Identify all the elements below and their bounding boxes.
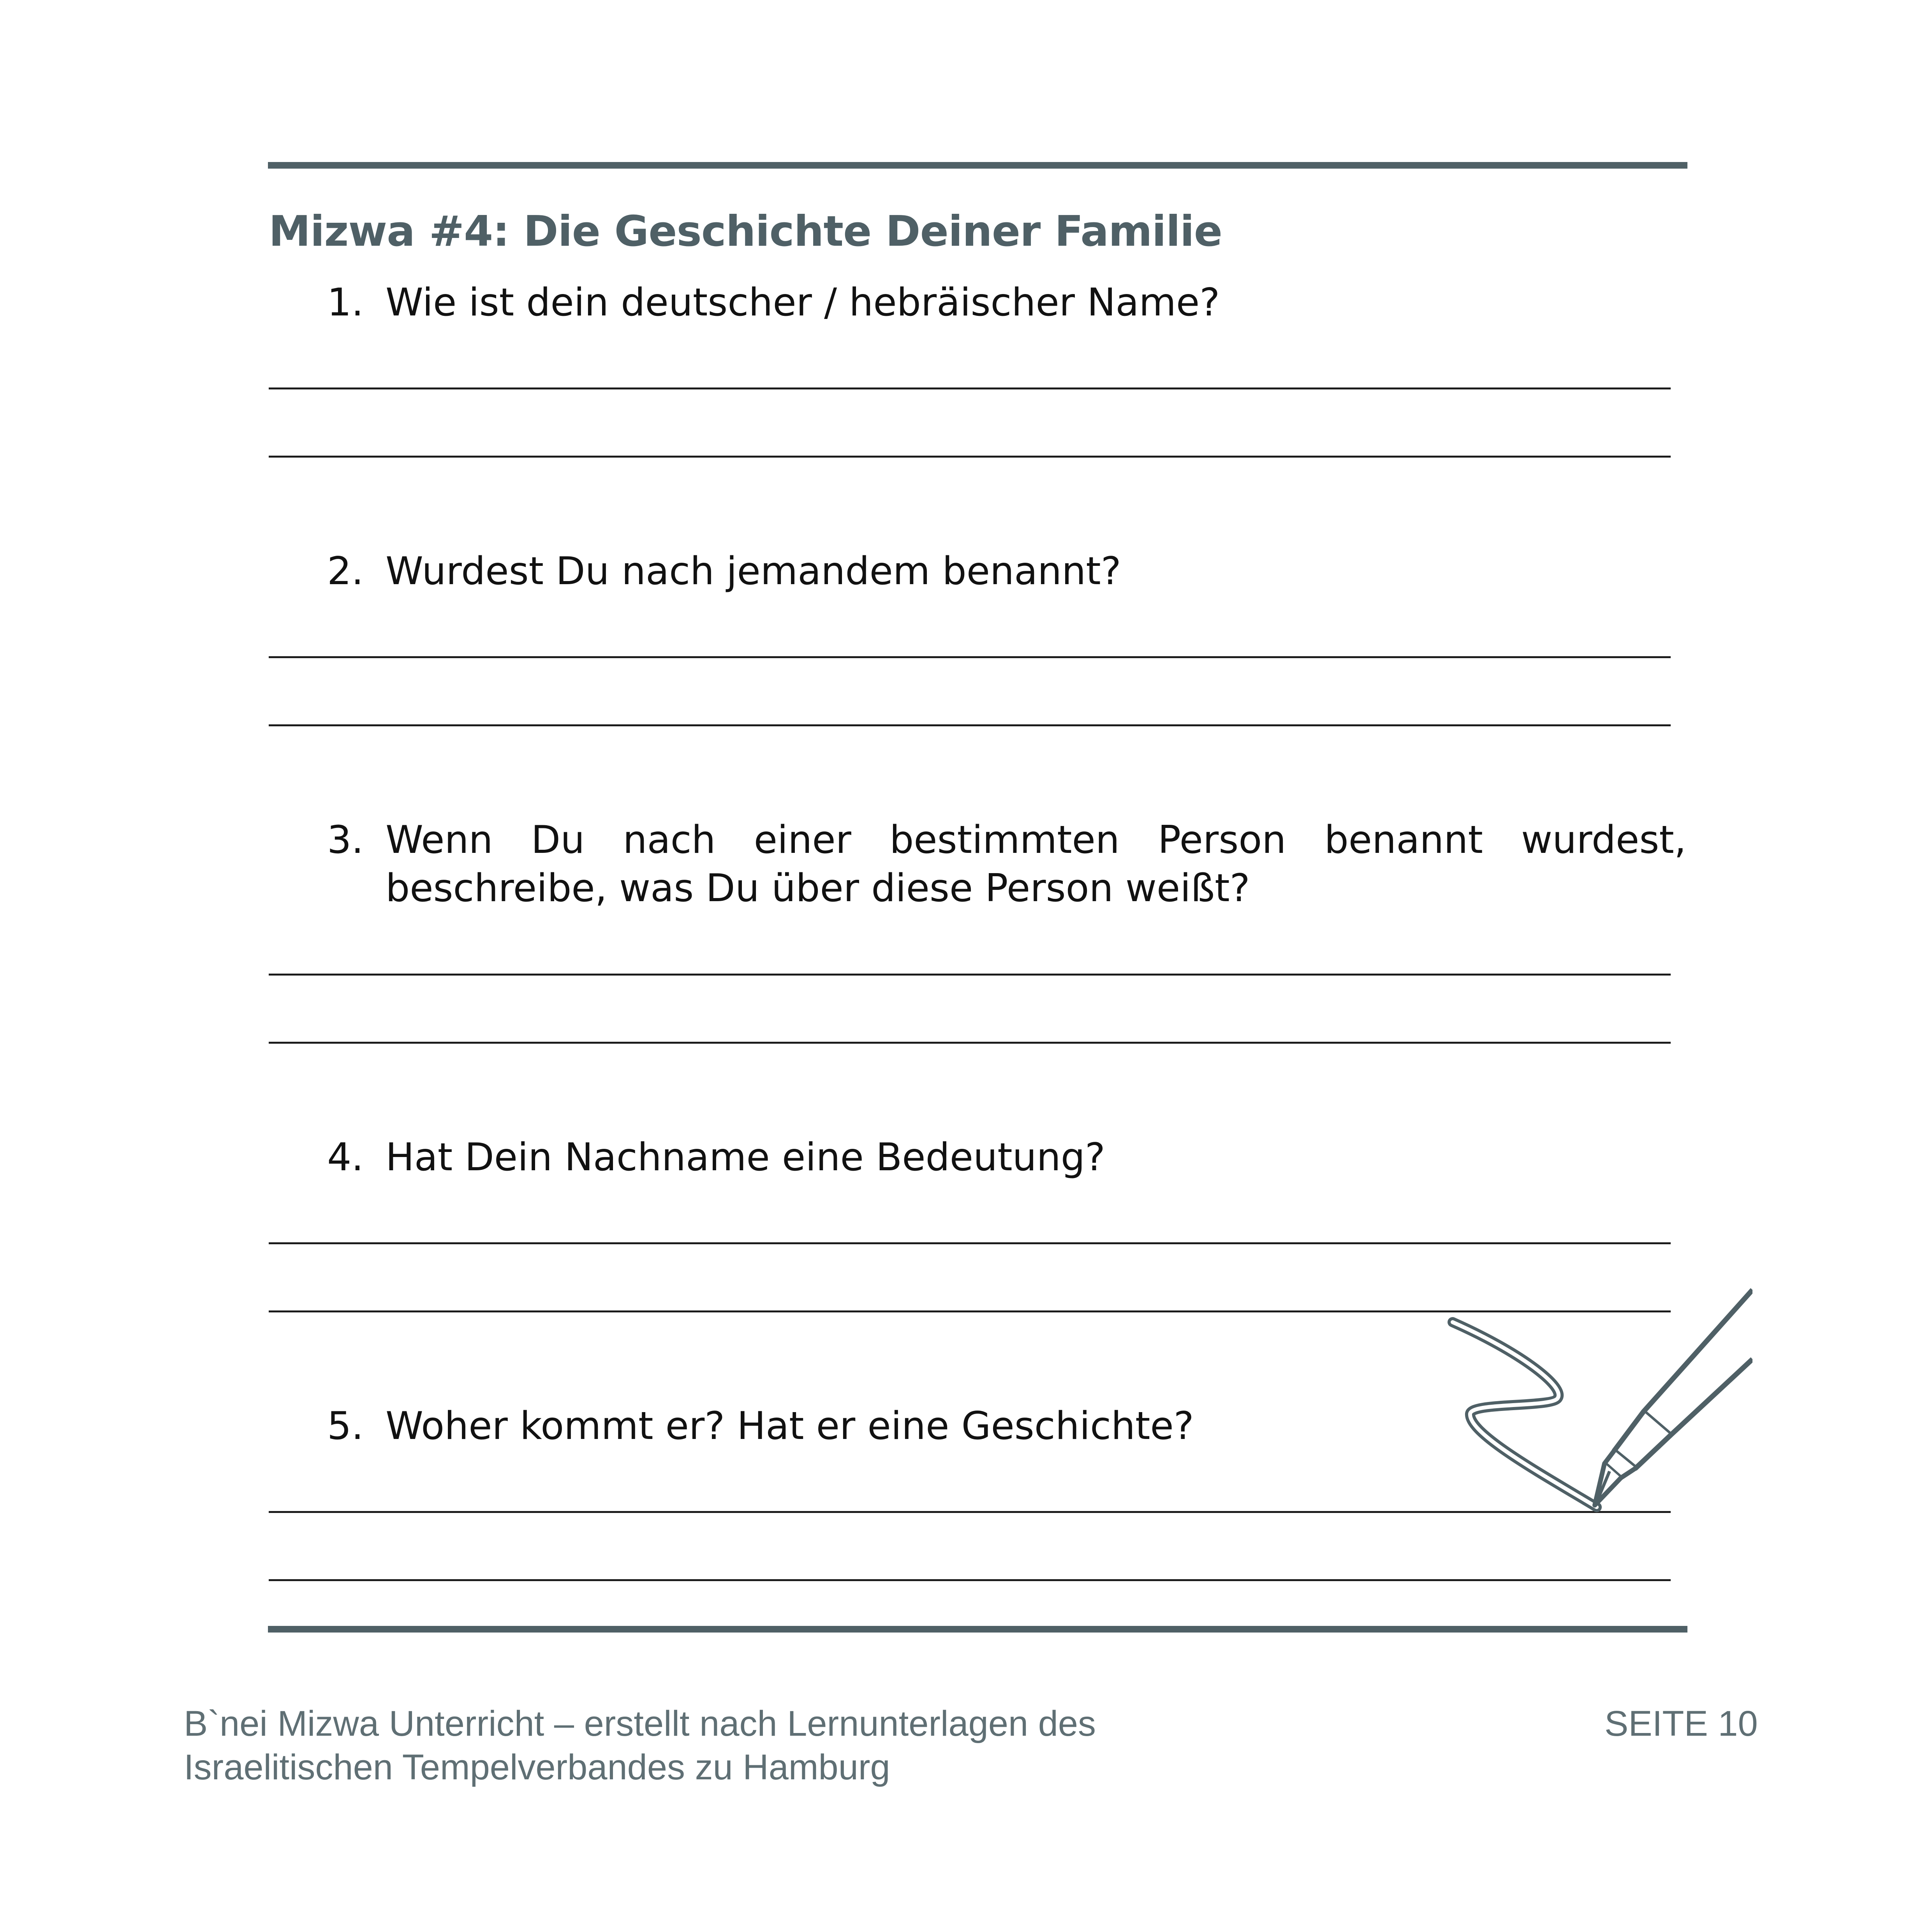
top-rule bbox=[268, 162, 1687, 169]
bottom-rule bbox=[268, 1626, 1687, 1633]
page-title: Mizwa #4: Die Geschichte Deiner Familie bbox=[269, 207, 1222, 256]
pen-writing-icon bbox=[1441, 1285, 1752, 1527]
answer-line[interactable] bbox=[269, 1242, 1671, 1244]
answer-line[interactable] bbox=[269, 1579, 1671, 1581]
question-3 bbox=[327, 816, 1686, 912]
question-text: Woher kommt er? Hat er eine Geschichte? bbox=[386, 1404, 1194, 1448]
question-number: 3. bbox=[327, 818, 364, 862]
question-2 bbox=[327, 547, 1686, 595]
answer-line[interactable] bbox=[269, 387, 1671, 389]
question-text: Hat Dein Nachname eine Bedeutung? bbox=[386, 1135, 1106, 1180]
answer-line[interactable] bbox=[269, 1042, 1671, 1044]
question-1 bbox=[327, 278, 1686, 327]
answer-line[interactable] bbox=[269, 724, 1671, 726]
footer-line-1: B`nei Mizwa Unterricht – erstellt nach Lernunterlagen des bbox=[184, 1704, 1096, 1744]
footer-line-2: Israelitischen Tempelverbandes zu Hamburg bbox=[184, 1747, 890, 1787]
answer-line[interactable] bbox=[269, 656, 1671, 658]
question-number: 1. bbox=[327, 280, 364, 325]
question-number: 2. bbox=[327, 549, 364, 594]
question-text: Wurdest Du nach jemandem benannt? bbox=[386, 549, 1121, 594]
answer-line[interactable] bbox=[269, 456, 1671, 458]
question-number: 5. bbox=[327, 1404, 364, 1448]
question-number: 4. bbox=[327, 1135, 364, 1180]
question-text: Wie ist dein deutscher / hebräischer Name? bbox=[386, 280, 1220, 325]
page-number: SEITE 10 bbox=[1604, 1704, 1758, 1744]
footer-credit bbox=[184, 1702, 1096, 1789]
answer-line[interactable] bbox=[269, 974, 1671, 976]
question-text: Wenn Du nach einer bestimmten Person benannt wurdest, beschreibe, was Du über diese Person weißt? bbox=[386, 818, 1686, 911]
question-4 bbox=[327, 1133, 1686, 1182]
